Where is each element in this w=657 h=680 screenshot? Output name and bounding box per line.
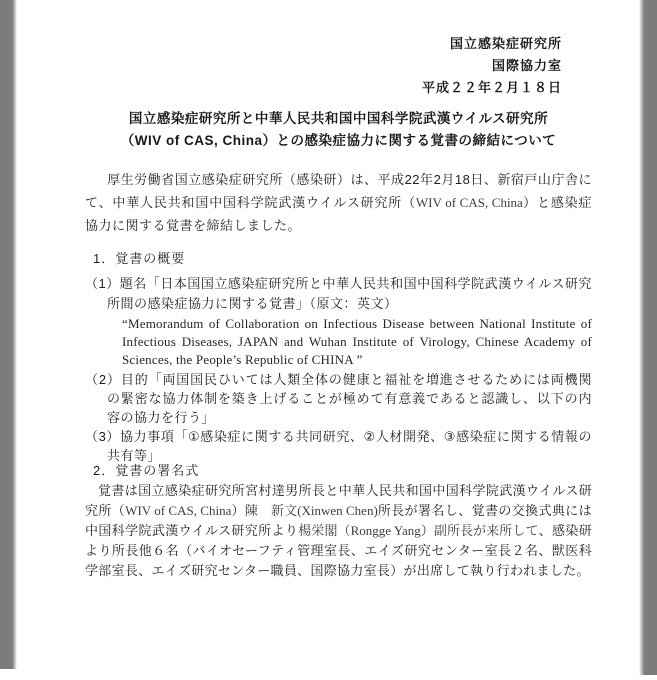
text-run: ） <box>231 503 245 518</box>
text-run: 厚生労働省国立感染症研究所（感染研）は、平成22年2月18日、新宿戸山庁舎にて、中華人民共和国中国科学院武漢ウイルス研究所（ <box>85 172 592 210</box>
text-run: 楊栄閣（Rongge Yang）副所長が来所して <box>298 523 539 538</box>
document-title-line1: 国立感染症研究所と中華人民共和国中国科学院武漢ウイルス研究所 <box>128 111 549 126</box>
section-1-item-2: （2）目的「両国国民ひいては人類全体の健康と福祉を増進させるためには両機関の緊密な協力体制を築き上げることが極めて有意義であると認識し、以下の内容の協力を行う」 <box>85 372 592 425</box>
text-run: 覚書は国立感染症研究所宮村達男所長と中華人民共和国中国科学院武漢ウイルス研究所（ <box>85 483 592 518</box>
document-title <box>85 108 592 152</box>
section-2-heading: 2．覚書の署名式 <box>93 463 200 478</box>
section-1-heading: 1．覚書の概要 <box>93 251 186 266</box>
office-name: 国際協力室 <box>491 58 562 73</box>
photo-background-left-edge <box>0 0 17 669</box>
document-date: 平成２２年２月１８日 <box>421 80 562 95</box>
text-run: WIV of CAS, China <box>125 503 232 518</box>
text-run: ）と感染症協力に関する覚書を締結しました。 <box>85 195 592 233</box>
section-1-item-3: （3）協力事項「①感染症に関する共同研究、②人材開発、③感染症に関する情報の共有等」 <box>85 429 592 463</box>
intro-paragraph <box>85 168 592 237</box>
letterhead <box>85 0 592 99</box>
photo-background-right-edge <box>639 0 657 675</box>
section-1-item-1: （1）題名「日本国国立感染症研究所と中華人民共和国中国科学院武漢ウイルス研究所間の感染症協力に関する覚書」（原文：英文） <box>85 276 592 311</box>
org-name: 国立感染症研究所 <box>449 36 562 51</box>
english-memorandum-title: “Memorandum of Collaboration on Infectious Disease between National Institute of Infectious Diseases, JAPAN and Wuhan Institute of Virology, Chinese Academy of Sciences, the People’s Republic of CHINA ” <box>122 316 592 367</box>
text-run: 所長が署名し、覚書の交換式典には中国科学院武漢ウイルス研究所より <box>85 503 592 538</box>
document-title-line2: （WIV of CAS, China）との感染症協力に関する覚書の締結について <box>120 133 557 148</box>
text-run: WIV of CAS, China <box>415 195 523 210</box>
document-page <box>85 0 592 581</box>
text-run: 、感染研より所長他６名（バイオセーフティ管理室長、エイズ研究センター室長２名、獣医科学部室長、エイズ研究センター職員、国際協力室長）が出席して執り行われました。 <box>85 523 592 578</box>
signing-ceremony-paragraph <box>85 481 592 581</box>
text-run: 陳 新文(Xinwen Chen) <box>244 503 378 518</box>
